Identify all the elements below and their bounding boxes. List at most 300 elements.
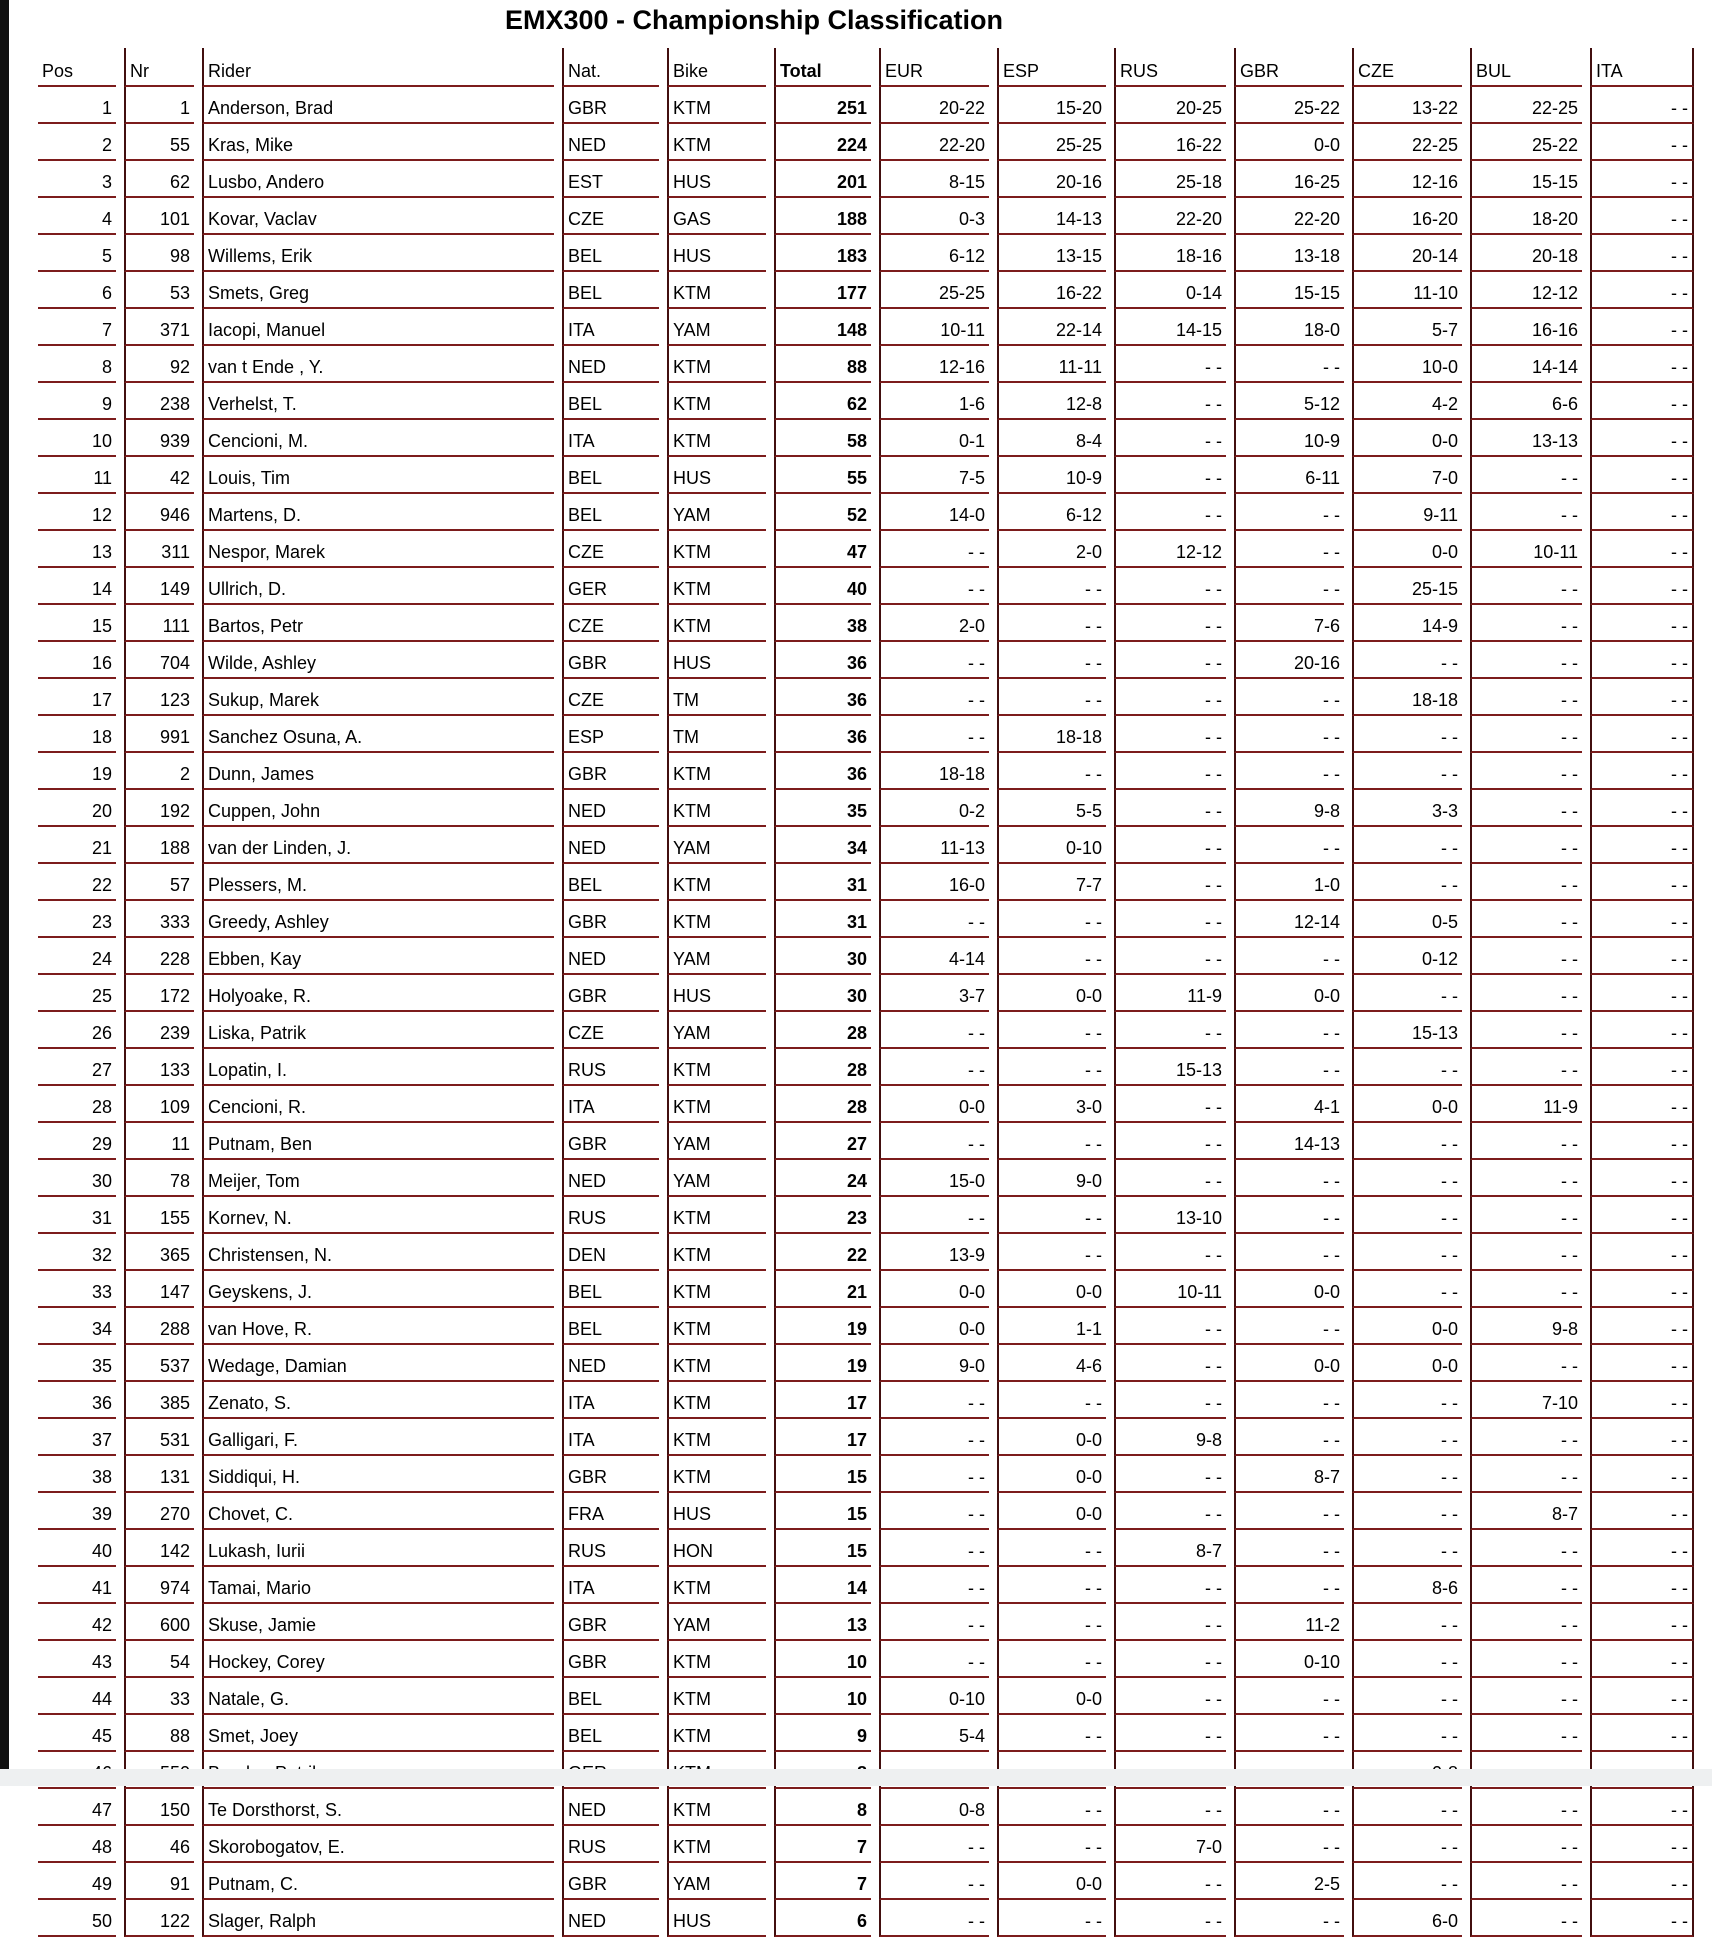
cell-total: 251: [774, 87, 871, 124]
cell-nr: 600: [124, 1604, 194, 1641]
cell-rider: van der Linden, J.: [202, 827, 554, 864]
table-row: [38, 1086, 1694, 1123]
cell-bike: KTM: [667, 1789, 766, 1826]
cell-nr: 239: [124, 1012, 194, 1049]
cell-esp: 14-13: [997, 198, 1106, 235]
cell-rus: - -: [1114, 494, 1226, 531]
cell-esp: 8-4: [997, 420, 1106, 457]
cell-eur: - -: [879, 901, 989, 938]
cell-eur: - -: [879, 531, 989, 568]
cell-esp: 5-5: [997, 790, 1106, 827]
table-row: [38, 975, 1694, 1012]
cell-esp: 10-9: [997, 457, 1106, 494]
cell-nr: 1: [124, 87, 194, 124]
cell-bike: KTM: [667, 1345, 766, 1382]
cell-pos: 40: [38, 1530, 116, 1567]
cell-ita: - -: [1590, 346, 1694, 383]
cell-esp: 9-0: [997, 1160, 1106, 1197]
cell-rus: - -: [1114, 457, 1226, 494]
cell-eur: - -: [879, 1419, 989, 1456]
cell-eur: - -: [879, 1493, 989, 1530]
cell-rus: - -: [1114, 1345, 1226, 1382]
cell-total: 28: [774, 1049, 871, 1086]
cell-rider: Anderson, Brad: [202, 87, 554, 124]
cell-nr: 53: [124, 272, 194, 309]
cell-nr: 188: [124, 827, 194, 864]
cell-bike: YAM: [667, 1123, 766, 1160]
cell-nat: BEL: [562, 1271, 659, 1308]
cell-ita: - -: [1590, 383, 1694, 420]
cell-pos: 11: [38, 457, 116, 494]
cell-cze: 25-15: [1352, 568, 1462, 605]
cell-gbr: - -: [1234, 346, 1344, 383]
cell-bike: YAM: [667, 494, 766, 531]
cell-esp: 0-0: [997, 1863, 1106, 1900]
cell-nat: GBR: [562, 975, 659, 1012]
cell-esp: 12-8: [997, 383, 1106, 420]
cell-rus: 22-20: [1114, 198, 1226, 235]
cell-rus: - -: [1114, 1308, 1226, 1345]
cell-nat: GBR: [562, 1456, 659, 1493]
cell-nr: 78: [124, 1160, 194, 1197]
cell-eur: 9-0: [879, 1345, 989, 1382]
cell-bul: 14-14: [1470, 346, 1582, 383]
cell-rider: van t Ende , Y.: [202, 346, 554, 383]
cell-gbr: 0-0: [1234, 1345, 1344, 1382]
cell-gbr: 2-5: [1234, 1863, 1344, 1900]
cell-esp: 0-0: [997, 1493, 1106, 1530]
cell-pos: 29: [38, 1123, 116, 1160]
cell-nat: GBR: [562, 753, 659, 790]
table-row: [38, 716, 1694, 753]
cell-ita: - -: [1590, 1271, 1694, 1308]
cell-nr: 371: [124, 309, 194, 346]
cell-bike: YAM: [667, 1863, 766, 1900]
cell-nat: GER: [562, 568, 659, 605]
cell-bike: KTM: [667, 753, 766, 790]
cell-bul: - -: [1470, 1234, 1582, 1271]
cell-bike: KTM: [667, 1419, 766, 1456]
cell-rider: Louis, Tim: [202, 457, 554, 494]
cell-total: 14: [774, 1567, 871, 1604]
cell-total: 30: [774, 938, 871, 975]
cell-nr: 101: [124, 198, 194, 235]
cell-pos: 34: [38, 1308, 116, 1345]
cell-eur: - -: [879, 716, 989, 753]
cell-pos: 41: [38, 1567, 116, 1604]
cell-esp: - -: [997, 1197, 1106, 1234]
cell-gbr: - -: [1234, 1160, 1344, 1197]
table-row: [38, 1604, 1694, 1641]
cell-cze: 10-0: [1352, 346, 1462, 383]
cell-gbr: - -: [1234, 531, 1344, 568]
cell-nr: 974: [124, 1567, 194, 1604]
cell-gbr: - -: [1234, 1789, 1344, 1826]
cell-total: 7: [774, 1863, 871, 1900]
cell-eur: 13-9: [879, 1234, 989, 1271]
cell-nr: 946: [124, 494, 194, 531]
cell-cze: 13-22: [1352, 87, 1462, 124]
table-row: [38, 531, 1694, 568]
cell-nr: 88: [124, 1715, 194, 1752]
cell-rus: - -: [1114, 864, 1226, 901]
cell-pos: 37: [38, 1419, 116, 1456]
cell-rider: Smets, Greg: [202, 272, 554, 309]
cell-bul: - -: [1470, 864, 1582, 901]
cell-rus: - -: [1114, 605, 1226, 642]
cell-gbr: 9-8: [1234, 790, 1344, 827]
cell-cze: - -: [1352, 1826, 1462, 1863]
cell-nat: RUS: [562, 1530, 659, 1567]
cell-rider: Lukash, Iurii: [202, 1530, 554, 1567]
cell-nr: 155: [124, 1197, 194, 1234]
cell-gbr: 6-11: [1234, 457, 1344, 494]
cell-total: 58: [774, 420, 871, 457]
cell-gbr: 15-15: [1234, 272, 1344, 309]
cell-gbr: 13-18: [1234, 235, 1344, 272]
table-header: [38, 48, 1694, 87]
cell-eur: - -: [879, 1382, 989, 1419]
cell-pos: 8: [38, 346, 116, 383]
cell-ita: - -: [1590, 494, 1694, 531]
cell-esp: - -: [997, 1604, 1106, 1641]
cell-nr: 122: [124, 1900, 194, 1937]
cell-eur: 15-0: [879, 1160, 989, 1197]
cell-ita: - -: [1590, 420, 1694, 457]
cell-rider: Slager, Ralph: [202, 1900, 554, 1937]
cell-ita: - -: [1590, 1604, 1694, 1641]
table-row: [38, 1345, 1694, 1382]
cell-pos: 15: [38, 605, 116, 642]
cell-rider: Dunn, James: [202, 753, 554, 790]
cell-nat: RUS: [562, 1197, 659, 1234]
window-bottom-edge: [0, 1769, 1712, 1786]
cell-eur: - -: [879, 642, 989, 679]
classification-table: [30, 48, 1702, 1937]
cell-rus: 13-10: [1114, 1197, 1226, 1234]
cell-total: 10: [774, 1678, 871, 1715]
cell-total: 40: [774, 568, 871, 605]
cell-rus: - -: [1114, 1604, 1226, 1641]
cell-cze: - -: [1352, 1715, 1462, 1752]
cell-eur: - -: [879, 568, 989, 605]
cell-rus: - -: [1114, 679, 1226, 716]
cell-total: 28: [774, 1086, 871, 1123]
cell-eur: 4-14: [879, 938, 989, 975]
table-row: [38, 1271, 1694, 1308]
cell-total: 15: [774, 1493, 871, 1530]
cell-nr: 704: [124, 642, 194, 679]
cell-bike: GAS: [667, 198, 766, 235]
cell-nr: 2: [124, 753, 194, 790]
cell-bul: - -: [1470, 679, 1582, 716]
cell-ita: - -: [1590, 642, 1694, 679]
cell-bul: - -: [1470, 1900, 1582, 1937]
cell-bul: 8-7: [1470, 1493, 1582, 1530]
cell-pos: 35: [38, 1345, 116, 1382]
cell-nat: ITA: [562, 1382, 659, 1419]
cell-nat: FRA: [562, 1493, 659, 1530]
cell-eur: - -: [879, 1197, 989, 1234]
cell-nr: 131: [124, 1456, 194, 1493]
cell-rider: Putnam, Ben: [202, 1123, 554, 1160]
cell-eur: - -: [879, 1604, 989, 1641]
cell-esp: - -: [997, 1012, 1106, 1049]
cell-bul: 10-11: [1470, 531, 1582, 568]
cell-cze: - -: [1352, 975, 1462, 1012]
cell-bike: HUS: [667, 235, 766, 272]
cell-nr: 11: [124, 1123, 194, 1160]
cell-bike: KTM: [667, 531, 766, 568]
cell-nr: 123: [124, 679, 194, 716]
cell-cze: - -: [1352, 1493, 1462, 1530]
table-row: [38, 1715, 1694, 1752]
cell-gbr: 0-0: [1234, 124, 1344, 161]
cell-nat: BEL: [562, 1308, 659, 1345]
cell-gbr: - -: [1234, 1012, 1344, 1049]
cell-gbr: - -: [1234, 1493, 1344, 1530]
cell-pos: 44: [38, 1678, 116, 1715]
cell-gbr: 0-10: [1234, 1641, 1344, 1678]
cell-esp: - -: [997, 1567, 1106, 1604]
cell-total: 201: [774, 161, 871, 198]
cell-nat: NED: [562, 827, 659, 864]
cell-cze: - -: [1352, 827, 1462, 864]
cell-esp: 1-1: [997, 1308, 1106, 1345]
cell-ita: - -: [1590, 161, 1694, 198]
cell-bike: KTM: [667, 1715, 766, 1752]
cell-total: 35: [774, 790, 871, 827]
table-row: [38, 1567, 1694, 1604]
cell-rider: Te Dorsthorst, S.: [202, 1789, 554, 1826]
cell-bike: KTM: [667, 1308, 766, 1345]
cell-gbr: - -: [1234, 1900, 1344, 1937]
cell-esp: - -: [997, 1049, 1106, 1086]
cell-ita: - -: [1590, 198, 1694, 235]
cell-bike: KTM: [667, 87, 766, 124]
cell-eur: - -: [879, 679, 989, 716]
cell-pos: 36: [38, 1382, 116, 1419]
cell-bul: 6-6: [1470, 383, 1582, 420]
table-row: [38, 161, 1694, 198]
cell-gbr: 14-13: [1234, 1123, 1344, 1160]
cell-cze: 16-20: [1352, 198, 1462, 235]
column-header-nr: Nr: [124, 48, 194, 87]
cell-eur: 8-15: [879, 161, 989, 198]
cell-esp: 0-0: [997, 1678, 1106, 1715]
cell-total: 55: [774, 457, 871, 494]
table-row: [38, 568, 1694, 605]
cell-eur: 7-5: [879, 457, 989, 494]
cell-rus: - -: [1114, 568, 1226, 605]
cell-rus: - -: [1114, 1086, 1226, 1123]
column-header-nat: Nat.: [562, 48, 659, 87]
cell-rus: - -: [1114, 1900, 1226, 1937]
cell-gbr: - -: [1234, 679, 1344, 716]
cell-esp: - -: [997, 1789, 1106, 1826]
cell-nat: GBR: [562, 642, 659, 679]
cell-cze: - -: [1352, 1863, 1462, 1900]
cell-esp: - -: [997, 605, 1106, 642]
cell-bul: - -: [1470, 1160, 1582, 1197]
cell-total: 224: [774, 124, 871, 161]
cell-total: 15: [774, 1530, 871, 1567]
cell-nr: 228: [124, 938, 194, 975]
cell-nat: BEL: [562, 457, 659, 494]
cell-cze: 4-2: [1352, 383, 1462, 420]
cell-esp: - -: [997, 1382, 1106, 1419]
cell-rus: 10-11: [1114, 1271, 1226, 1308]
cell-nr: 55: [124, 124, 194, 161]
cell-ita: - -: [1590, 753, 1694, 790]
cell-nat: CZE: [562, 198, 659, 235]
cell-rider: Natale, G.: [202, 1678, 554, 1715]
cell-ita: - -: [1590, 975, 1694, 1012]
cell-esp: 25-25: [997, 124, 1106, 161]
cell-gbr: - -: [1234, 1678, 1344, 1715]
cell-cze: 22-25: [1352, 124, 1462, 161]
cell-total: 28: [774, 1012, 871, 1049]
cell-bul: 12-12: [1470, 272, 1582, 309]
cell-ita: - -: [1590, 1086, 1694, 1123]
cell-cze: 5-7: [1352, 309, 1462, 346]
cell-ita: - -: [1590, 235, 1694, 272]
cell-cze: 12-16: [1352, 161, 1462, 198]
cell-eur: 0-3: [879, 198, 989, 235]
cell-eur: 6-12: [879, 235, 989, 272]
cell-eur: - -: [879, 1530, 989, 1567]
cell-pos: 7: [38, 309, 116, 346]
cell-rider: Sanchez Osuna, A.: [202, 716, 554, 753]
cell-esp: 2-0: [997, 531, 1106, 568]
cell-ita: - -: [1590, 1123, 1694, 1160]
cell-gbr: 5-12: [1234, 383, 1344, 420]
cell-bul: 15-15: [1470, 161, 1582, 198]
table-row: [38, 1530, 1694, 1567]
cell-cze: - -: [1352, 642, 1462, 679]
cell-pos: 2: [38, 124, 116, 161]
cell-eur: - -: [879, 1900, 989, 1937]
table-row: [38, 124, 1694, 161]
cell-gbr: - -: [1234, 568, 1344, 605]
cell-eur: - -: [879, 1641, 989, 1678]
cell-eur: 20-22: [879, 87, 989, 124]
cell-nat: BEL: [562, 494, 659, 531]
column-header-pos: Pos: [38, 48, 116, 87]
cell-nat: DEN: [562, 1234, 659, 1271]
cell-nr: 142: [124, 1530, 194, 1567]
cell-rider: Wedage, Damian: [202, 1345, 554, 1382]
cell-pos: 27: [38, 1049, 116, 1086]
column-header-ita: ITA: [1590, 48, 1694, 87]
cell-nr: 333: [124, 901, 194, 938]
cell-gbr: 0-0: [1234, 1271, 1344, 1308]
cell-pos: 42: [38, 1604, 116, 1641]
cell-cze: 11-10: [1352, 272, 1462, 309]
cell-nr: 91: [124, 1863, 194, 1900]
cell-rus: 0-14: [1114, 272, 1226, 309]
cell-nat: CZE: [562, 531, 659, 568]
cell-nat: CZE: [562, 605, 659, 642]
cell-eur: 2-0: [879, 605, 989, 642]
cell-pos: 45: [38, 1715, 116, 1752]
cell-ita: - -: [1590, 864, 1694, 901]
cell-total: 30: [774, 975, 871, 1012]
cell-total: 52: [774, 494, 871, 531]
cell-bike: HUS: [667, 161, 766, 198]
cell-ita: - -: [1590, 1641, 1694, 1678]
cell-nat: BEL: [562, 383, 659, 420]
column-header-eur: EUR: [879, 48, 989, 87]
table-row: [38, 420, 1694, 457]
cell-cze: 14-9: [1352, 605, 1462, 642]
cell-nr: 531: [124, 1419, 194, 1456]
cell-bike: KTM: [667, 1086, 766, 1123]
table-row: [38, 272, 1694, 309]
cell-nr: 385: [124, 1382, 194, 1419]
cell-nat: RUS: [562, 1826, 659, 1863]
cell-bike: KTM: [667, 346, 766, 383]
table-row: [38, 1678, 1694, 1715]
cell-ita: - -: [1590, 531, 1694, 568]
cell-nr: 54: [124, 1641, 194, 1678]
cell-bul: - -: [1470, 494, 1582, 531]
cell-bul: - -: [1470, 790, 1582, 827]
table-row: [38, 901, 1694, 938]
cell-nat: NED: [562, 938, 659, 975]
cell-bul: - -: [1470, 1123, 1582, 1160]
cell-eur: - -: [879, 1863, 989, 1900]
cell-gbr: 25-22: [1234, 87, 1344, 124]
cell-nat: BEL: [562, 1715, 659, 1752]
cell-gbr: 12-14: [1234, 901, 1344, 938]
table-row: [38, 87, 1694, 124]
cell-bike: YAM: [667, 1604, 766, 1641]
cell-esp: - -: [997, 1641, 1106, 1678]
cell-nat: GBR: [562, 1863, 659, 1900]
cell-rider: Smet, Joey: [202, 1715, 554, 1752]
column-header-total: Total: [774, 48, 871, 87]
cell-bul: - -: [1470, 1012, 1582, 1049]
cell-cze: - -: [1352, 1160, 1462, 1197]
cell-nat: CZE: [562, 679, 659, 716]
cell-rider: Zenato, S.: [202, 1382, 554, 1419]
cell-total: 31: [774, 901, 871, 938]
cell-rider: Meijer, Tom: [202, 1160, 554, 1197]
cell-total: 6: [774, 1900, 871, 1937]
cell-ita: - -: [1590, 1826, 1694, 1863]
cell-bike: KTM: [667, 1567, 766, 1604]
cell-bul: - -: [1470, 1197, 1582, 1234]
cell-eur: - -: [879, 1049, 989, 1086]
cell-eur: 0-1: [879, 420, 989, 457]
cell-total: 148: [774, 309, 871, 346]
cell-nat: BEL: [562, 272, 659, 309]
cell-pos: 5: [38, 235, 116, 272]
cell-esp: - -: [997, 1826, 1106, 1863]
cell-total: 21: [774, 1271, 871, 1308]
cell-nr: 270: [124, 1493, 194, 1530]
table-row: [38, 383, 1694, 420]
cell-ita: - -: [1590, 1419, 1694, 1456]
cell-nat: ITA: [562, 1567, 659, 1604]
cell-bul: 16-16: [1470, 309, 1582, 346]
cell-nr: 150: [124, 1789, 194, 1826]
cell-rus: - -: [1114, 1160, 1226, 1197]
cell-pos: 31: [38, 1197, 116, 1234]
table-row: [38, 938, 1694, 975]
cell-gbr: - -: [1234, 1715, 1344, 1752]
